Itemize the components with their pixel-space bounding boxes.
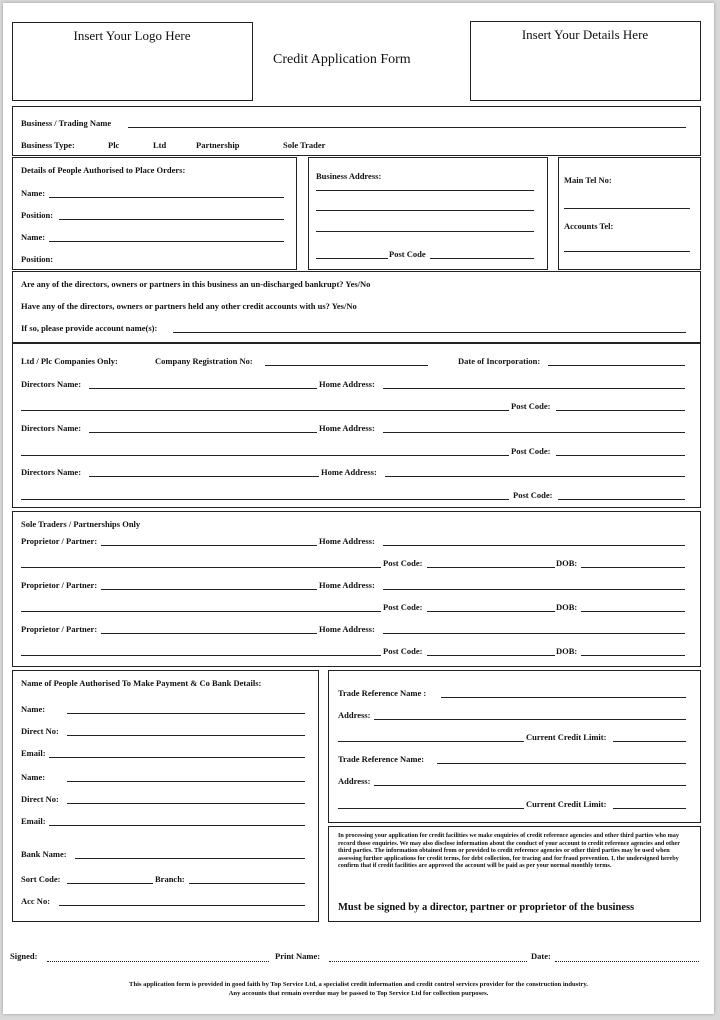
- proprietor-post-label-1: Post Code:: [383, 558, 423, 568]
- logo-placeholder: Insert Your Logo Here: [73, 28, 191, 43]
- director-name-field-1[interactable]: [89, 388, 317, 389]
- director-post-label-3: Post Code:: [513, 490, 553, 500]
- sole-trader-heading: Sole Traders / Partnerships Only: [21, 519, 141, 529]
- director-home-label-3: Home Address:: [321, 467, 377, 477]
- proprietor-dob-field-1[interactable]: [581, 567, 685, 568]
- address-line-2[interactable]: [316, 210, 534, 211]
- proprietor-label-2: Proprietor / Partner:: [21, 580, 98, 590]
- order-name-label-1: Name:: [21, 188, 46, 198]
- director-name-label-1: Directors Name:: [21, 379, 82, 389]
- incorporation-date-field[interactable]: [548, 365, 685, 366]
- type-sole-trader[interactable]: Sole Trader: [283, 140, 326, 150]
- branch-label: Branch:: [155, 874, 185, 884]
- proprietor-dob-label-2: DOB:: [556, 602, 578, 612]
- print-name-label: Print Name:: [275, 951, 321, 961]
- director-name-label-3: Directors Name:: [21, 467, 82, 477]
- accounts-tel-label: Accounts Tel:: [564, 221, 614, 231]
- bank-name-field[interactable]: [75, 858, 305, 859]
- signed-field[interactable]: [47, 961, 269, 962]
- credit-limit-field-2[interactable]: [613, 808, 686, 809]
- payment-direct-field-2[interactable]: [67, 803, 305, 804]
- director-name-field-2[interactable]: [89, 432, 317, 433]
- contact-section: [558, 157, 701, 270]
- payment-name-label-2: Name:: [21, 772, 46, 782]
- order-position-field-1[interactable]: [59, 219, 284, 220]
- accounts-tel-field[interactable]: [564, 251, 690, 252]
- proprietor-home-label-3: Home Address:: [319, 624, 375, 634]
- credit-limit-field-1[interactable]: [613, 741, 686, 742]
- director-address-line-2[interactable]: [21, 455, 509, 456]
- footer-line-1: This application form is provided in good faith by Top Service Ltd, a specialist credit information and credit control services provider for the construction industry.: [129, 981, 588, 988]
- date-field[interactable]: [555, 961, 699, 962]
- proprietor-field-3[interactable]: [101, 633, 317, 634]
- trading-name-label: Business / Trading Name: [21, 118, 112, 128]
- payment-email-label-2: Email:: [21, 816, 46, 826]
- order-name-field-1[interactable]: [49, 197, 284, 198]
- director-address-line-1[interactable]: [21, 410, 509, 411]
- business-address-heading: Business Address:: [316, 171, 382, 181]
- declaration-text: In processing your application for credit facilities we make enquiries of credit reference agencies and other third parties who may record those enquiries. We may also disclose information about the conduct of your account to credit reference agencies and other third parties. The information obtained from or provided to credit reference agencies or other third parties may be used when assessing further applications for credit terms, for debt collection, for tracing and for fraud prevention. I, the undersigned hereby confirm that if credit facilities are approved the account will be paid as per your normal monthly terms.: [338, 832, 680, 870]
- business-type-label: Business Type:: [21, 140, 75, 150]
- trade-address-label-1: Address:: [338, 710, 371, 720]
- proprietor-home-label-2: Home Address:: [319, 580, 375, 590]
- director-home-field-2[interactable]: [383, 432, 685, 433]
- order-position-label-1: Position:: [21, 210, 54, 220]
- order-name-field-2[interactable]: [49, 241, 284, 242]
- sort-code-label: Sort Code:: [21, 874, 61, 884]
- payment-email-field-1[interactable]: [49, 757, 305, 758]
- payment-email-label-1: Email:: [21, 748, 46, 758]
- trade-address-field-1[interactable]: [374, 719, 686, 720]
- payment-direct-label-2: Direct No:: [21, 794, 59, 804]
- proprietor-dob-label-3: DOB:: [556, 646, 578, 656]
- application-form-page: [3, 3, 714, 1014]
- proprietor-label-3: Proprietor / Partner:: [21, 624, 98, 634]
- trade-ref-label-1: Trade Reference Name :: [338, 688, 427, 698]
- acc-no-field[interactable]: [59, 905, 305, 906]
- trade-ref-field-1[interactable]: [441, 697, 686, 698]
- address-line-1[interactable]: [316, 190, 534, 191]
- proprietor-address-line-3[interactable]: [21, 655, 381, 656]
- payment-heading: Name of People Authorised To Make Payment & Co Bank Details:: [21, 678, 262, 688]
- director-name-field-3[interactable]: [89, 476, 319, 477]
- director-address-line-3[interactable]: [21, 499, 509, 500]
- director-post-label-2: Post Code:: [511, 446, 551, 456]
- date-label: Date:: [531, 951, 551, 961]
- proprietor-post-field-1[interactable]: [427, 567, 555, 568]
- director-post-field-1[interactable]: [556, 410, 685, 411]
- payment-name-label-1: Name:: [21, 704, 46, 714]
- main-tel-label: Main Tel No:: [564, 175, 612, 185]
- account-names-label: If so, please provide account name(s):: [21, 323, 158, 333]
- director-post-label-1: Post Code:: [511, 401, 551, 411]
- proprietor-label-1: Proprietor / Partner:: [21, 536, 98, 546]
- proprietor-post-label-3: Post Code:: [383, 646, 423, 656]
- proprietor-home-field-3[interactable]: [383, 633, 685, 634]
- credit-limit-label-1: Current Credit Limit:: [526, 732, 607, 742]
- signature-requirement: Must be signed by a director, partner or proprietor of the business: [338, 902, 635, 913]
- details-placeholder: Insert Your Details Here: [521, 27, 649, 42]
- director-home-field-1[interactable]: [383, 388, 685, 389]
- trading-name-field[interactable]: [128, 127, 686, 128]
- acc-no-label: Acc No:: [21, 896, 51, 906]
- director-post-field-3[interactable]: [558, 499, 685, 500]
- proprietor-home-field-2[interactable]: [383, 589, 685, 590]
- proprietor-home-label-1: Home Address:: [319, 536, 375, 546]
- type-partnership[interactable]: Partnership: [196, 140, 240, 150]
- proprietor-field-2[interactable]: [101, 589, 317, 590]
- details-box: [470, 21, 701, 101]
- proprietor-field-1[interactable]: [101, 545, 317, 546]
- trade-address-field-2[interactable]: [374, 785, 686, 786]
- sort-code-field[interactable]: [67, 883, 153, 884]
- proprietor-dob-field-3[interactable]: [581, 655, 685, 656]
- proprietor-home-field-1[interactable]: [383, 545, 685, 546]
- post-code-field[interactable]: [430, 258, 534, 259]
- proprietor-address-line-2[interactable]: [21, 611, 381, 612]
- trade-ref-field-2[interactable]: [437, 763, 686, 764]
- trade-ref-label-2: Trade Reference Name:: [338, 754, 425, 764]
- proprietor-post-label-2: Post Code:: [383, 602, 423, 612]
- trade-address-line-1[interactable]: [338, 741, 524, 742]
- proprietor-post-field-3[interactable]: [427, 655, 555, 656]
- trade-address-label-2: Address:: [338, 776, 371, 786]
- ltd-plc-heading: Ltd / Plc Companies Only:: [21, 356, 118, 366]
- signed-label: Signed:: [10, 951, 38, 961]
- trade-address-line-2[interactable]: [338, 808, 524, 809]
- main-tel-field[interactable]: [564, 208, 690, 209]
- credit-accounts-question: Have any of the directors, owners or partners held any other credit accounts with us? Yes/No: [21, 301, 357, 311]
- company-reg-label: Company Registration No:: [155, 356, 253, 366]
- credit-limit-label-2: Current Credit Limit:: [526, 799, 607, 809]
- footer-line-2: Any accounts that remain overdue may be passed to Top Service Ltd for collection purposes.: [228, 990, 489, 997]
- bank-name-label: Bank Name:: [21, 849, 67, 859]
- type-ltd[interactable]: Ltd: [153, 140, 167, 150]
- director-home-label-2: Home Address:: [319, 423, 375, 433]
- logo-box: [12, 22, 253, 101]
- order-position-label-2: Position:: [21, 254, 54, 264]
- order-name-label-2: Name:: [21, 232, 46, 242]
- form-title: Credit Application Form: [273, 52, 411, 67]
- director-post-field-2[interactable]: [556, 455, 685, 456]
- payment-email-field-2[interactable]: [49, 825, 305, 826]
- branch-field[interactable]: [189, 883, 305, 884]
- address-line-4[interactable]: [316, 258, 388, 259]
- payment-direct-field-1[interactable]: [67, 735, 305, 736]
- print-name-field[interactable]: [329, 961, 527, 962]
- proprietor-dob-field-2[interactable]: [581, 611, 685, 612]
- bankrupt-question: Are any of the directors, owners or partners in this business an un-discharged bankrupt? Yes/No: [21, 279, 371, 289]
- payment-direct-label-1: Direct No:: [21, 726, 59, 736]
- payment-name-field-2[interactable]: [67, 781, 305, 782]
- type-plc[interactable]: Plc: [108, 140, 120, 150]
- account-names-field[interactable]: [173, 332, 686, 333]
- address-line-3[interactable]: [316, 231, 534, 232]
- director-home-label-1: Home Address:: [319, 379, 375, 389]
- director-name-label-2: Directors Name:: [21, 423, 82, 433]
- proprietor-post-field-2[interactable]: [427, 611, 555, 612]
- incorporation-date-label: Date of Incorporation:: [458, 356, 541, 366]
- director-home-field-3[interactable]: [385, 476, 685, 477]
- company-reg-field[interactable]: [265, 365, 428, 366]
- order-people-heading: Details of People Authorised to Place Orders:: [21, 165, 186, 175]
- post-code-label: Post Code: [389, 249, 426, 259]
- proprietor-dob-label-1: DOB:: [556, 558, 578, 568]
- proprietor-address-line-1[interactable]: [21, 567, 381, 568]
- payment-name-field-1[interactable]: [67, 713, 305, 714]
